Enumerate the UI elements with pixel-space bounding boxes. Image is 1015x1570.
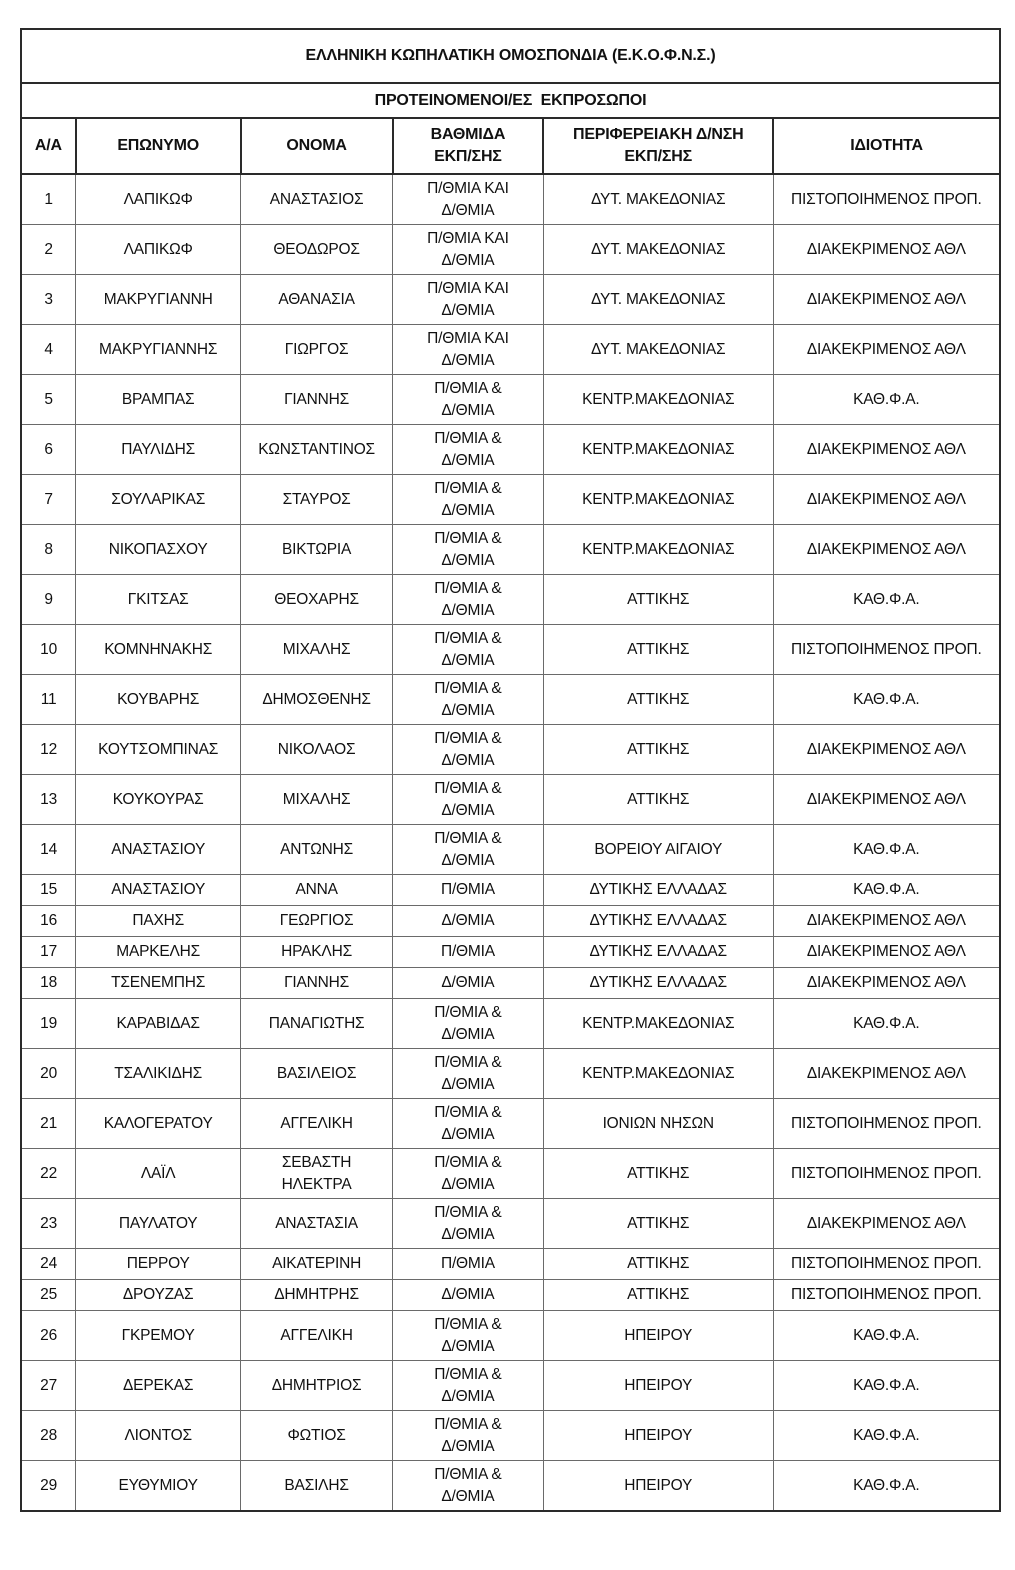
table-row bbox=[21, 325, 1000, 375]
table-row bbox=[21, 1249, 1000, 1280]
cell-role: ΚΑΘ.Φ.Α. bbox=[773, 1461, 1000, 1512]
cell-region: ΔΥΤ. ΜΑΚΕΔΟΝΙΑΣ bbox=[543, 174, 773, 225]
cell-name: ΔΗΜΟΣΘΕΝΗΣ bbox=[241, 675, 393, 725]
document-subtitle: ΠΡΟΤΕΙΝΟΜΕΝΟΙ/ΕΣ ΕΚΠΡΟΣΩΠΟΙ bbox=[21, 83, 1000, 118]
table-row bbox=[21, 225, 1000, 275]
cell-name: ΣΤΑΥΡΟΣ bbox=[241, 475, 393, 525]
cell-surname: ΠΑΥΛΑΤΟΥ bbox=[76, 1199, 241, 1249]
cell-region: ΑΤΤΙΚΗΣ bbox=[543, 675, 773, 725]
cell-level: Π/ΘΜΙΑ & Δ/ΘΜΙΑ bbox=[393, 425, 544, 475]
cell-level: Π/ΘΜΙΑ & Δ/ΘΜΙΑ bbox=[393, 1199, 544, 1249]
cell-aa: 6 bbox=[21, 425, 76, 475]
cell-region: ΑΤΤΙΚΗΣ bbox=[543, 575, 773, 625]
header-surname: ΕΠΩΝΥΜΟ bbox=[76, 118, 241, 174]
table-row bbox=[21, 906, 1000, 937]
cell-aa: 20 bbox=[21, 1049, 76, 1099]
cell-level: Π/ΘΜΙΑ & Δ/ΘΜΙΑ bbox=[393, 475, 544, 525]
cell-level: Π/ΘΜΙΑ ΚΑΙ Δ/ΘΜΙΑ bbox=[393, 325, 544, 375]
cell-region: ΑΤΤΙΚΗΣ bbox=[543, 625, 773, 675]
cell-role: ΚΑΘ.Φ.Α. bbox=[773, 575, 1000, 625]
table-row bbox=[21, 1280, 1000, 1311]
cell-name: ΝΙΚΟΛΑΟΣ bbox=[241, 725, 393, 775]
cell-region: ΗΠΕΙΡΟΥ bbox=[543, 1461, 773, 1512]
cell-aa: 14 bbox=[21, 825, 76, 875]
cell-level: Π/ΘΜΙΑ bbox=[393, 875, 544, 906]
cell-region: ΔΥΤΙΚΗΣ ΕΛΛΑΔΑΣ bbox=[543, 875, 773, 906]
cell-surname: ΣΟΥΛΑΡΙΚΑΣ bbox=[76, 475, 241, 525]
cell-aa: 9 bbox=[21, 575, 76, 625]
table-row bbox=[21, 625, 1000, 675]
cell-region: ΚΕΝΤΡ.ΜΑΚΕΔΟΝΙΑΣ bbox=[543, 525, 773, 575]
cell-name: ΒΙΚΤΩΡΙΑ bbox=[241, 525, 393, 575]
cell-name: ΑΓΓΕΛΙΚΗ bbox=[241, 1311, 393, 1361]
cell-aa: 5 bbox=[21, 375, 76, 425]
cell-level: Π/ΘΜΙΑ & Δ/ΘΜΙΑ bbox=[393, 775, 544, 825]
cell-surname: ΚΟΥΚΟΥΡΑΣ bbox=[76, 775, 241, 825]
cell-region: ΑΤΤΙΚΗΣ bbox=[543, 1199, 773, 1249]
cell-level: Π/ΘΜΙΑ & Δ/ΘΜΙΑ bbox=[393, 625, 544, 675]
table-row bbox=[21, 575, 1000, 625]
cell-level: Π/ΘΜΙΑ & Δ/ΘΜΙΑ bbox=[393, 999, 544, 1049]
table-row bbox=[21, 725, 1000, 775]
cell-role: ΔΙΑΚΕΚΡΙΜΕΝΟΣ ΑΘΛ bbox=[773, 1049, 1000, 1099]
table-row bbox=[21, 1361, 1000, 1411]
cell-role: ΚΑΘ.Φ.Α. bbox=[773, 1411, 1000, 1461]
cell-level: Π/ΘΜΙΑ & Δ/ΘΜΙΑ bbox=[393, 1149, 544, 1199]
cell-aa: 4 bbox=[21, 325, 76, 375]
table-row bbox=[21, 1199, 1000, 1249]
cell-name: ΓΕΩΡΓΙΟΣ bbox=[241, 906, 393, 937]
cell-region: ΚΕΝΤΡ.ΜΑΚΕΔΟΝΙΑΣ bbox=[543, 425, 773, 475]
cell-role: ΠΙΣΤΟΠΟΙΗΜΕΝΟΣ ΠΡΟΠ. bbox=[773, 1149, 1000, 1199]
cell-surname: ΕΥΘΥΜΙΟΥ bbox=[76, 1461, 241, 1512]
table-row bbox=[21, 1049, 1000, 1099]
cell-role: ΠΙΣΤΟΠΟΙΗΜΕΝΟΣ ΠΡΟΠ. bbox=[773, 174, 1000, 225]
cell-level: Π/ΘΜΙΑ & Δ/ΘΜΙΑ bbox=[393, 1049, 544, 1099]
cell-role: ΚΑΘ.Φ.Α. bbox=[773, 999, 1000, 1049]
cell-level: Π/ΘΜΙΑ & Δ/ΘΜΙΑ bbox=[393, 1461, 544, 1512]
cell-name: ΑΝΝΑ bbox=[241, 875, 393, 906]
cell-region: ΚΕΝΤΡ.ΜΑΚΕΔΟΝΙΑΣ bbox=[543, 999, 773, 1049]
cell-surname: ΚΑΛΟΓΕΡΑΤΟΥ bbox=[76, 1099, 241, 1149]
table-row bbox=[21, 1149, 1000, 1199]
cell-region: ΔΥΤΙΚΗΣ ΕΛΛΑΔΑΣ bbox=[543, 937, 773, 968]
cell-region: ΑΤΤΙΚΗΣ bbox=[543, 775, 773, 825]
table-header-row bbox=[21, 118, 1000, 174]
table-row bbox=[21, 937, 1000, 968]
cell-region: ΑΤΤΙΚΗΣ bbox=[543, 725, 773, 775]
cell-aa: 2 bbox=[21, 225, 76, 275]
cell-surname: ΑΝΑΣΤΑΣΙΟΥ bbox=[76, 875, 241, 906]
cell-surname: ΛΑΠΙΚΩΦ bbox=[76, 174, 241, 225]
cell-aa: 26 bbox=[21, 1311, 76, 1361]
cell-name: ΒΑΣΙΛΗΣ bbox=[241, 1461, 393, 1512]
cell-region: ΚΕΝΤΡ.ΜΑΚΕΔΟΝΙΑΣ bbox=[543, 475, 773, 525]
cell-region: ΔΥΤΙΚΗΣ ΕΛΛΑΔΑΣ bbox=[543, 968, 773, 999]
cell-aa: 11 bbox=[21, 675, 76, 725]
table-row bbox=[21, 1311, 1000, 1361]
cell-aa: 8 bbox=[21, 525, 76, 575]
cell-surname: ΒΡΑΜΠΑΣ bbox=[76, 375, 241, 425]
table-row bbox=[21, 425, 1000, 475]
cell-surname: ΠΑΧΗΣ bbox=[76, 906, 241, 937]
cell-region: ΙΟΝΙΩΝ ΝΗΣΩΝ bbox=[543, 1099, 773, 1149]
cell-level: Π/ΘΜΙΑ & Δ/ΘΜΙΑ bbox=[393, 1099, 544, 1149]
cell-level: Δ/ΘΜΙΑ bbox=[393, 968, 544, 999]
cell-surname: ΜΑΚΡΥΓΙΑΝΝΗ bbox=[76, 275, 241, 325]
cell-region: ΗΠΕΙΡΟΥ bbox=[543, 1361, 773, 1411]
cell-level: Δ/ΘΜΙΑ bbox=[393, 1280, 544, 1311]
cell-surname: ΔΕΡΕΚΑΣ bbox=[76, 1361, 241, 1411]
table-row bbox=[21, 999, 1000, 1049]
cell-role: ΚΑΘ.Φ.Α. bbox=[773, 375, 1000, 425]
cell-surname: ΛΑΪΛ bbox=[76, 1149, 241, 1199]
table-row bbox=[21, 475, 1000, 525]
table-row bbox=[21, 275, 1000, 325]
cell-aa: 29 bbox=[21, 1461, 76, 1512]
cell-surname: ΚΟΜΝΗΝΑΚΗΣ bbox=[76, 625, 241, 675]
cell-name: ΘΕΟΧΑΡΗΣ bbox=[241, 575, 393, 625]
representatives-table bbox=[20, 28, 1001, 1512]
cell-name: ΠΑΝΑΓΙΩΤΗΣ bbox=[241, 999, 393, 1049]
cell-aa: 21 bbox=[21, 1099, 76, 1149]
cell-aa: 27 bbox=[21, 1361, 76, 1411]
cell-aa: 16 bbox=[21, 906, 76, 937]
cell-name: ΚΩΝΣΤΑΝΤΙΝΟΣ bbox=[241, 425, 393, 475]
header-region: ΠΕΡΙΦΕΡΕΙΑΚΗ Δ/ΝΣΗ ΕΚΠ/ΣΗΣ bbox=[543, 118, 773, 174]
header-role: ΙΔΙΟΤΗΤΑ bbox=[773, 118, 1000, 174]
cell-name: ΑΘΑΝΑΣΙΑ bbox=[241, 275, 393, 325]
cell-region: ΗΠΕΙΡΟΥ bbox=[543, 1411, 773, 1461]
cell-aa: 7 bbox=[21, 475, 76, 525]
cell-name: ΔΗΜΗΤΡΗΣ bbox=[241, 1280, 393, 1311]
cell-level: Π/ΘΜΙΑ & Δ/ΘΜΙΑ bbox=[393, 675, 544, 725]
cell-role: ΠΙΣΤΟΠΟΙΗΜΕΝΟΣ ΠΡΟΠ. bbox=[773, 1099, 1000, 1149]
cell-name: ΗΡΑΚΛΗΣ bbox=[241, 937, 393, 968]
cell-role: ΔΙΑΚΕΚΡΙΜΕΝΟΣ ΑΘΛ bbox=[773, 937, 1000, 968]
cell-surname: ΝΙΚΟΠΑΣΧΟΥ bbox=[76, 525, 241, 575]
table-row bbox=[21, 174, 1000, 225]
cell-level: Π/ΘΜΙΑ bbox=[393, 937, 544, 968]
cell-aa: 13 bbox=[21, 775, 76, 825]
cell-name: ΘΕΟΔΩΡΟΣ bbox=[241, 225, 393, 275]
cell-role: ΔΙΑΚΕΚΡΙΜΕΝΟΣ ΑΘΛ bbox=[773, 275, 1000, 325]
cell-aa: 24 bbox=[21, 1249, 76, 1280]
cell-level: Π/ΘΜΙΑ & Δ/ΘΜΙΑ bbox=[393, 825, 544, 875]
table-row bbox=[21, 375, 1000, 425]
cell-role: ΔΙΑΚΕΚΡΙΜΕΝΟΣ ΑΘΛ bbox=[773, 1199, 1000, 1249]
cell-region: ΔΥΤΙΚΗΣ ΕΛΛΑΔΑΣ bbox=[543, 906, 773, 937]
cell-aa: 12 bbox=[21, 725, 76, 775]
document-page bbox=[20, 28, 1001, 1512]
cell-role: ΚΑΘ.Φ.Α. bbox=[773, 825, 1000, 875]
cell-name: ΜΙΧΑΛΗΣ bbox=[241, 775, 393, 825]
cell-region: ΑΤΤΙΚΗΣ bbox=[543, 1280, 773, 1311]
cell-level: Π/ΘΜΙΑ & Δ/ΘΜΙΑ bbox=[393, 525, 544, 575]
cell-aa: 22 bbox=[21, 1149, 76, 1199]
cell-level: Π/ΘΜΙΑ ΚΑΙ Δ/ΘΜΙΑ bbox=[393, 275, 544, 325]
cell-role: ΔΙΑΚΕΚΡΙΜΕΝΟΣ ΑΘΛ bbox=[773, 906, 1000, 937]
header-level: ΒΑΘΜΙΔΑ ΕΚΠ/ΣΗΣ bbox=[393, 118, 544, 174]
cell-aa: 17 bbox=[21, 937, 76, 968]
cell-name: ΜΙΧΑΛΗΣ bbox=[241, 625, 393, 675]
table-body bbox=[21, 174, 1000, 1511]
cell-level: Π/ΘΜΙΑ & Δ/ΘΜΙΑ bbox=[393, 725, 544, 775]
cell-region: ΑΤΤΙΚΗΣ bbox=[543, 1249, 773, 1280]
cell-name: ΒΑΣΙΛΕΙΟΣ bbox=[241, 1049, 393, 1099]
cell-role: ΚΑΘ.Φ.Α. bbox=[773, 1361, 1000, 1411]
cell-role: ΔΙΑΚΕΚΡΙΜΕΝΟΣ ΑΘΛ bbox=[773, 425, 1000, 475]
cell-aa: 3 bbox=[21, 275, 76, 325]
cell-region: ΗΠΕΙΡΟΥ bbox=[543, 1311, 773, 1361]
cell-surname: ΜΑΚΡΥΓΙΑΝΝΗΣ bbox=[76, 325, 241, 375]
cell-name: ΑΝΑΣΤΑΣΙΑ bbox=[241, 1199, 393, 1249]
cell-name: ΓΙΑΝΝΗΣ bbox=[241, 375, 393, 425]
cell-role: ΔΙΑΚΕΚΡΙΜΕΝΟΣ ΑΘΛ bbox=[773, 775, 1000, 825]
cell-level: Π/ΘΜΙΑ & Δ/ΘΜΙΑ bbox=[393, 575, 544, 625]
cell-surname: ΜΑΡΚΕΛΗΣ bbox=[76, 937, 241, 968]
cell-name: ΓΙΩΡΓΟΣ bbox=[241, 325, 393, 375]
cell-role: ΠΙΣΤΟΠΟΙΗΜΕΝΟΣ ΠΡΟΠ. bbox=[773, 625, 1000, 675]
cell-role: ΚΑΘ.Φ.Α. bbox=[773, 675, 1000, 725]
table-row bbox=[21, 1411, 1000, 1461]
cell-role: ΠΙΣΤΟΠΟΙΗΜΕΝΟΣ ΠΡΟΠ. bbox=[773, 1280, 1000, 1311]
cell-region: ΔΥΤ. ΜΑΚΕΔΟΝΙΑΣ bbox=[543, 275, 773, 325]
table-row bbox=[21, 1099, 1000, 1149]
cell-surname: ΚΑΡΑΒΙΔΑΣ bbox=[76, 999, 241, 1049]
cell-surname: ΤΣΑΛΙΚΙΔΗΣ bbox=[76, 1049, 241, 1099]
cell-aa: 19 bbox=[21, 999, 76, 1049]
cell-surname: ΔΡΟΥΖΑΣ bbox=[76, 1280, 241, 1311]
cell-surname: ΠΑΥΛΙΔΗΣ bbox=[76, 425, 241, 475]
cell-level: Π/ΘΜΙΑ ΚΑΙ Δ/ΘΜΙΑ bbox=[393, 225, 544, 275]
cell-level: Δ/ΘΜΙΑ bbox=[393, 906, 544, 937]
cell-name: ΣΕΒΑΣΤΗ ΗΛΕΚΤΡΑ bbox=[241, 1149, 393, 1199]
cell-role: ΔΙΑΚΕΚΡΙΜΕΝΟΣ ΑΘΛ bbox=[773, 525, 1000, 575]
cell-aa: 15 bbox=[21, 875, 76, 906]
cell-surname: ΓΚΙΤΣΑΣ bbox=[76, 575, 241, 625]
cell-role: ΔΙΑΚΕΚΡΙΜΕΝΟΣ ΑΘΛ bbox=[773, 725, 1000, 775]
cell-name: ΓΙΑΝΝΗΣ bbox=[241, 968, 393, 999]
cell-role: ΔΙΑΚΕΚΡΙΜΕΝΟΣ ΑΘΛ bbox=[773, 475, 1000, 525]
header-aa: Α/Α bbox=[21, 118, 76, 174]
table-row bbox=[21, 825, 1000, 875]
cell-surname: ΚΟΥΤΣΟΜΠΙΝΑΣ bbox=[76, 725, 241, 775]
cell-role: ΔΙΑΚΕΚΡΙΜΕΝΟΣ ΑΘΛ bbox=[773, 968, 1000, 999]
cell-name: ΦΩΤΙΟΣ bbox=[241, 1411, 393, 1461]
cell-role: ΚΑΘ.Φ.Α. bbox=[773, 1311, 1000, 1361]
cell-level: Π/ΘΜΙΑ ΚΑΙ Δ/ΘΜΙΑ bbox=[393, 174, 544, 225]
cell-name: ΑΙΚΑΤΕΡΙΝΗ bbox=[241, 1249, 393, 1280]
cell-region: ΚΕΝΤΡ.ΜΑΚΕΔΟΝΙΑΣ bbox=[543, 375, 773, 425]
cell-aa: 28 bbox=[21, 1411, 76, 1461]
table-row bbox=[21, 875, 1000, 906]
header-name: ΟΝΟΜΑ bbox=[241, 118, 393, 174]
cell-level: Π/ΘΜΙΑ bbox=[393, 1249, 544, 1280]
table-row bbox=[21, 675, 1000, 725]
table-row bbox=[21, 775, 1000, 825]
cell-surname: ΤΣΕΝΕΜΠΗΣ bbox=[76, 968, 241, 999]
cell-level: Π/ΘΜΙΑ & Δ/ΘΜΙΑ bbox=[393, 375, 544, 425]
cell-region: ΒΟΡΕΙΟΥ ΑΙΓΑΙΟΥ bbox=[543, 825, 773, 875]
document-title: ΕΛΛΗΝΙΚΗ ΚΩΠΗΛΑΤΙΚΗ ΟΜΟΣΠΟΝΔΙΑ (Ε.Κ.Ο.Φ.Ν.Σ.) bbox=[21, 29, 1000, 83]
cell-aa: 10 bbox=[21, 625, 76, 675]
cell-surname: ΛΑΠΙΚΩΦ bbox=[76, 225, 241, 275]
cell-role: ΠΙΣΤΟΠΟΙΗΜΕΝΟΣ ΠΡΟΠ. bbox=[773, 1249, 1000, 1280]
cell-region: ΔΥΤ. ΜΑΚΕΔΟΝΙΑΣ bbox=[543, 225, 773, 275]
cell-aa: 25 bbox=[21, 1280, 76, 1311]
cell-surname: ΓΚΡΕΜΟΥ bbox=[76, 1311, 241, 1361]
cell-region: ΔΥΤ. ΜΑΚΕΔΟΝΙΑΣ bbox=[543, 325, 773, 375]
cell-name: ΑΓΓΕΛΙΚΗ bbox=[241, 1099, 393, 1149]
cell-name: ΑΝΑΣΤΑΣΙΟΣ bbox=[241, 174, 393, 225]
cell-level: Π/ΘΜΙΑ & Δ/ΘΜΙΑ bbox=[393, 1361, 544, 1411]
cell-surname: ΚΟΥΒΑΡΗΣ bbox=[76, 675, 241, 725]
cell-region: ΑΤΤΙΚΗΣ bbox=[543, 1149, 773, 1199]
cell-role: ΚΑΘ.Φ.Α. bbox=[773, 875, 1000, 906]
cell-role: ΔΙΑΚΕΚΡΙΜΕΝΟΣ ΑΘΛ bbox=[773, 225, 1000, 275]
cell-surname: ΑΝΑΣΤΑΣΙΟΥ bbox=[76, 825, 241, 875]
cell-aa: 23 bbox=[21, 1199, 76, 1249]
cell-role: ΔΙΑΚΕΚΡΙΜΕΝΟΣ ΑΘΛ bbox=[773, 325, 1000, 375]
cell-level: Π/ΘΜΙΑ & Δ/ΘΜΙΑ bbox=[393, 1411, 544, 1461]
cell-name: ΔΗΜΗΤΡΙΟΣ bbox=[241, 1361, 393, 1411]
cell-surname: ΛΙΟΝΤΟΣ bbox=[76, 1411, 241, 1461]
table-row bbox=[21, 525, 1000, 575]
cell-region: ΚΕΝΤΡ.ΜΑΚΕΔΟΝΙΑΣ bbox=[543, 1049, 773, 1099]
cell-name: ΑΝΤΩΝΗΣ bbox=[241, 825, 393, 875]
table-row bbox=[21, 1461, 1000, 1512]
cell-aa: 18 bbox=[21, 968, 76, 999]
cell-surname: ΠΕΡΡΟΥ bbox=[76, 1249, 241, 1280]
table-row bbox=[21, 968, 1000, 999]
cell-level: Π/ΘΜΙΑ & Δ/ΘΜΙΑ bbox=[393, 1311, 544, 1361]
cell-aa: 1 bbox=[21, 174, 76, 225]
